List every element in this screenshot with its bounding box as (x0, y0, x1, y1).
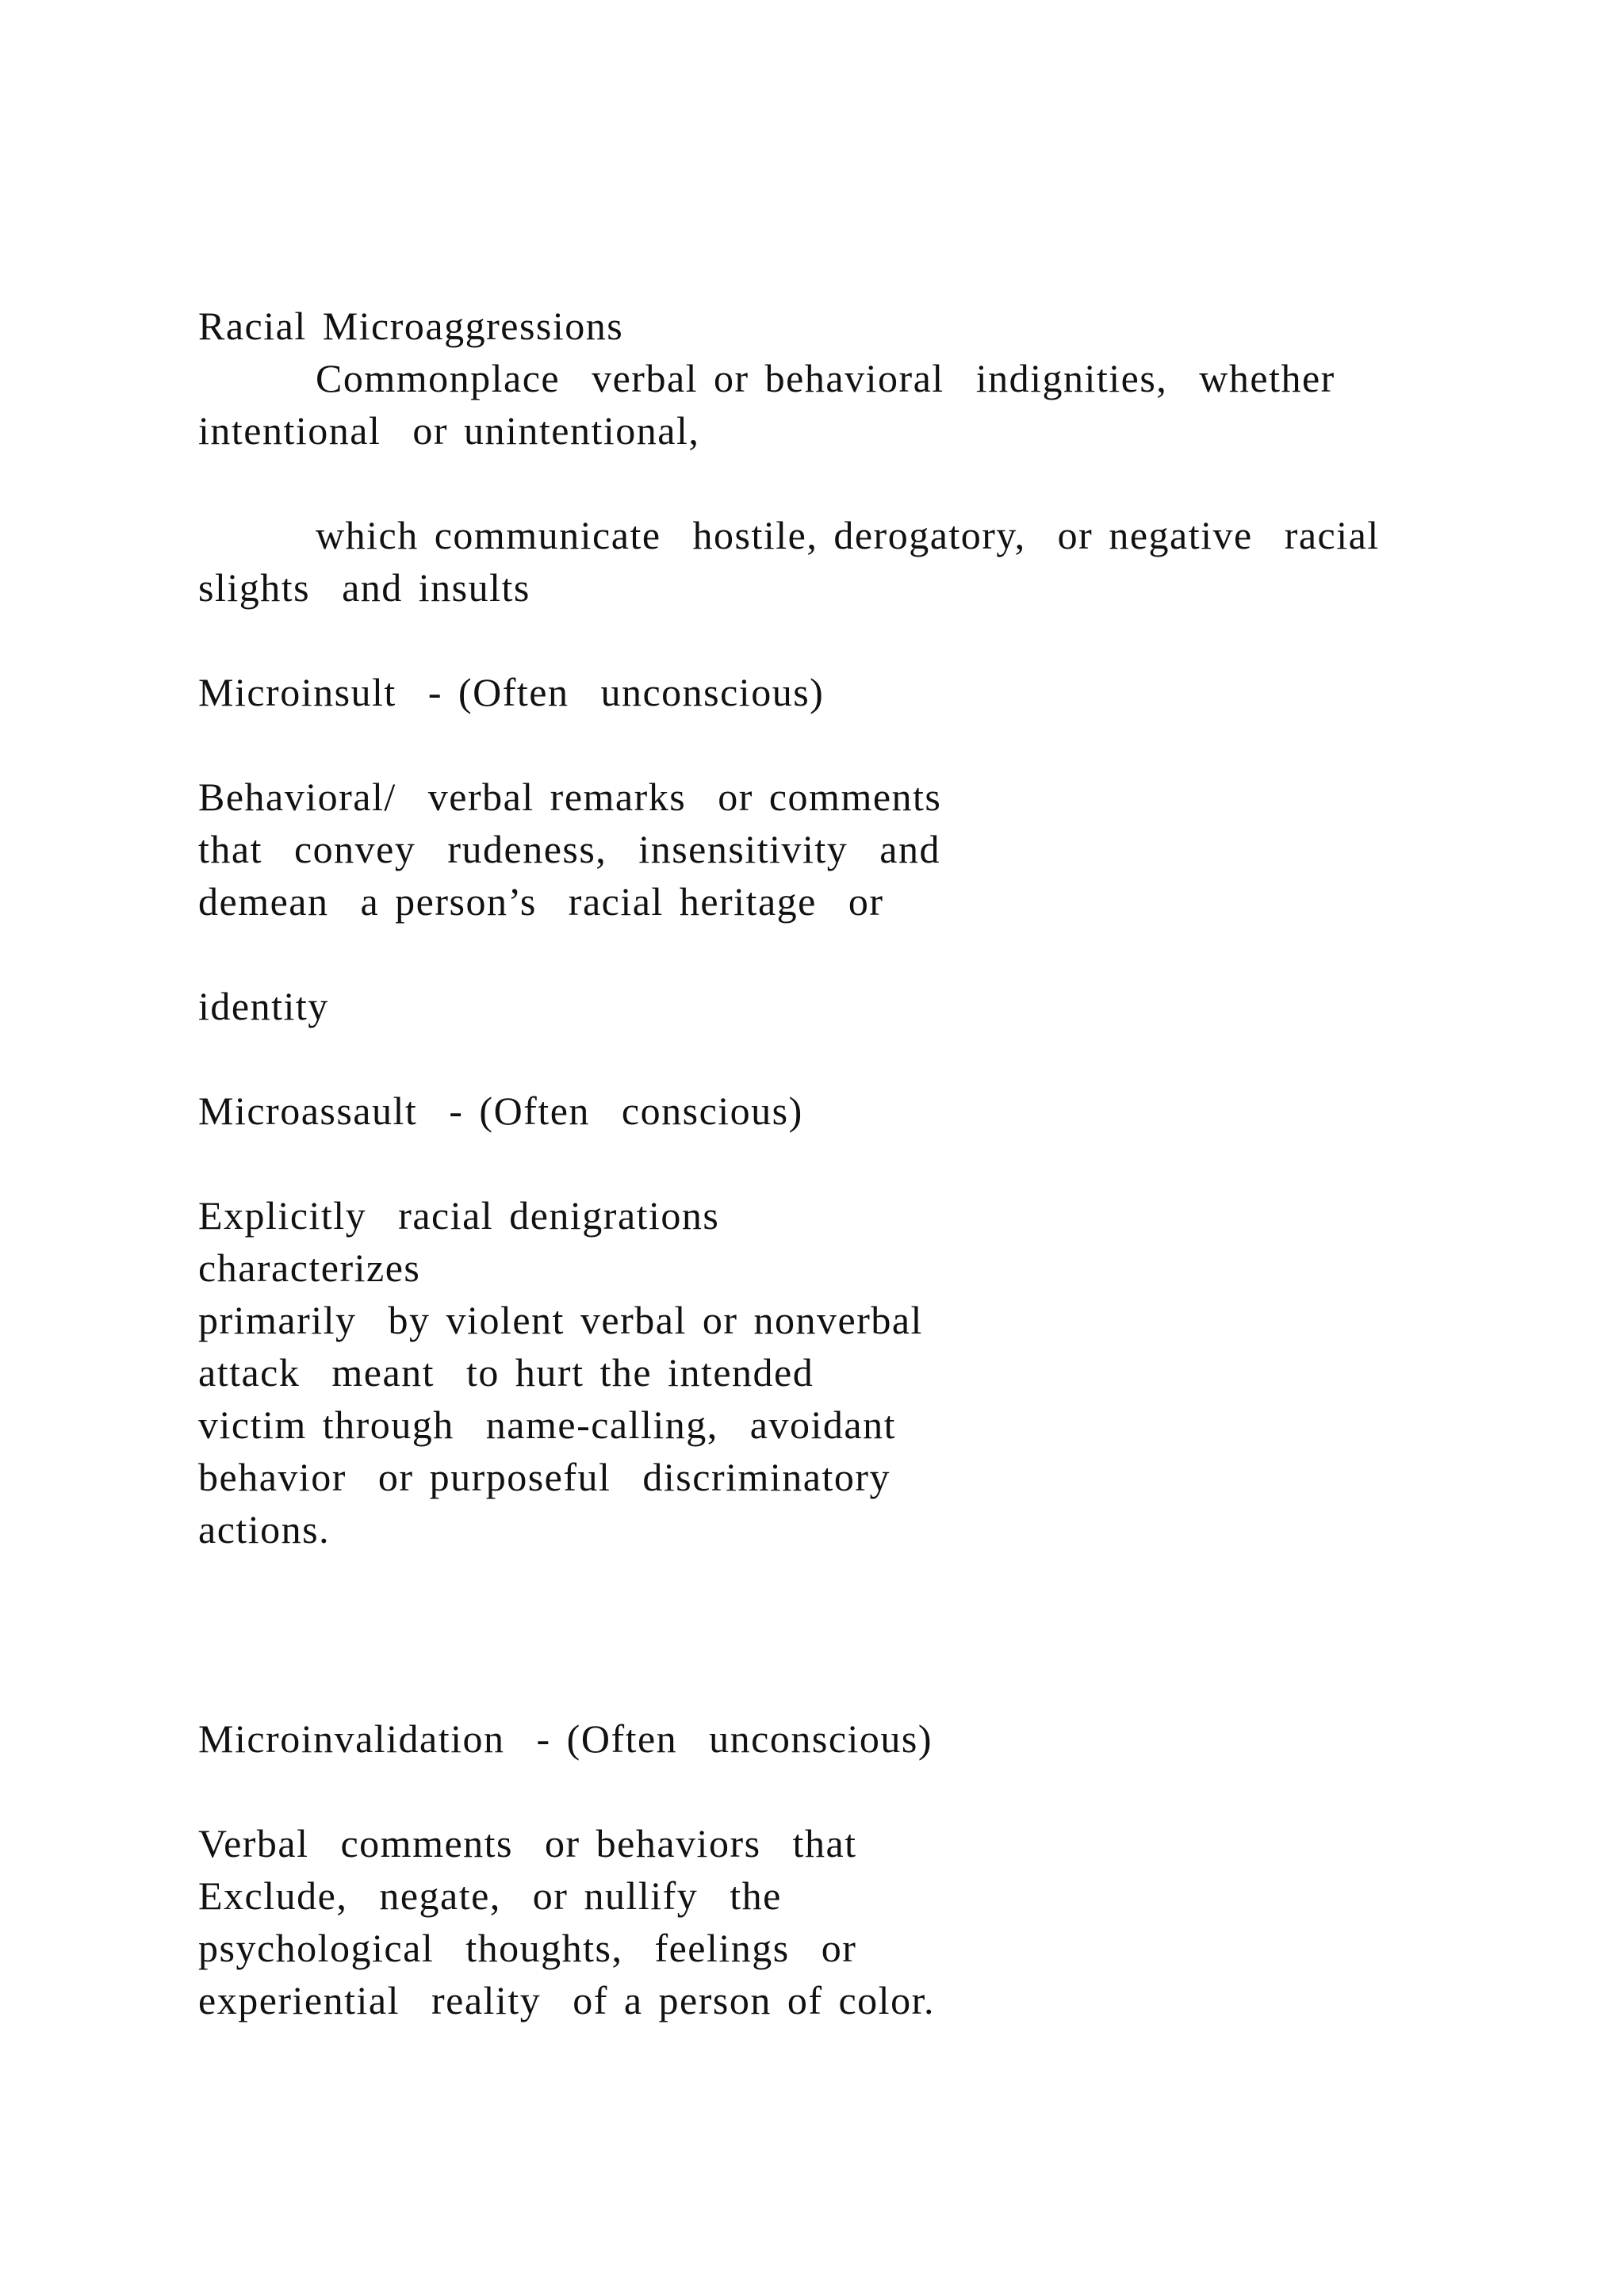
page-title: Racial Microaggressions (198, 304, 624, 348)
microinsult-heading: Microinsult - (Often unconscious) (198, 670, 825, 714)
microassault-line: Explicitly racial denigrations (198, 1193, 720, 1238)
microinsult-line: identity (198, 984, 329, 1028)
microassault-line: primarily by violent verbal or nonverbal (198, 1298, 923, 1342)
microassault-line: behavior or purposeful discriminatory (198, 1455, 891, 1499)
microinsult-line: Behavioral/ verbal remarks or comments (198, 775, 942, 819)
microinvalidation-line: Verbal comments or behaviors that (198, 1821, 857, 1866)
definition-line-1: Commonplace verbal or behavioral indignities, whether (316, 356, 1335, 400)
microinvalidation-line: experiential reality of a person of color. (198, 1978, 935, 2022)
microassault-line: victim through name-calling, avoidant (198, 1402, 896, 1447)
microinvalidation-line: psychological thoughts, feelings or (198, 1926, 857, 1970)
microinvalidation-heading: Microinvalidation - (Often unconscious) (198, 1716, 933, 1761)
microinsult-line: that convey rudeness, insensitivity and (198, 827, 940, 871)
microassault-line: actions. (198, 1507, 331, 1552)
microassault-line: characterizes (198, 1246, 421, 1290)
microinsult-line: demean a person’s racial heritage or (198, 879, 884, 924)
microassault-line: attack meant to hurt the intended (198, 1350, 814, 1395)
definition-line-3: which communicate hostile, derogatory, or negative racial (316, 513, 1380, 557)
microassault-heading: Microassault - (Often conscious) (198, 1089, 803, 1133)
definition-line-4: slights and insults (198, 565, 530, 610)
definition-line-2: intentional or unintentional, (198, 408, 700, 453)
microinvalidation-line: Exclude, negate, or nullify the (198, 1873, 782, 1918)
